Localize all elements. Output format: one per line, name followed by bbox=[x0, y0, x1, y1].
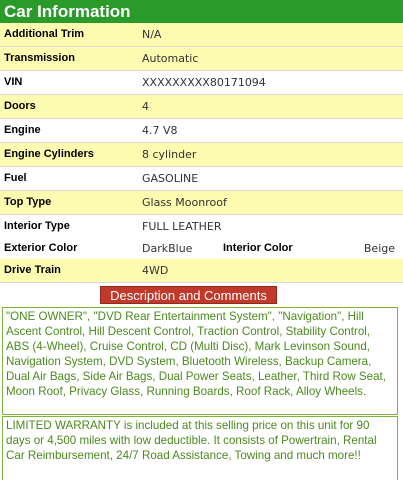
detail-row-colors bbox=[0, 237, 403, 261]
detail-value: 8 cylinder bbox=[142, 148, 197, 161]
detail-value-interior-color: Beige bbox=[363, 242, 395, 255]
detail-label-interior-color: Interior Color bbox=[223, 242, 293, 254]
detail-value: 4.7 V8 bbox=[142, 124, 178, 137]
detail-label: Engine bbox=[4, 124, 41, 136]
detail-value: N/A bbox=[142, 28, 162, 41]
features-text: "ONE OWNER", "DVD Rear Entertainment System", "Navigation", Hill Ascent Control, Hill Descent Control, Traction Control, Stability Control, ABS (4-Wheel), Cruise Control, CD (Multi Disc), Mark Levinson Sound, Navigation System, DVD System, Bluetooth Wireless, Backup Camera, Dual Air Bags, Side Air Bags, Dual Power Seats, Leather, Third Row Seat, Moon Roof, Privacy Glass, Running Boards, Roof Rack, Alloy Wheels. bbox=[2, 307, 398, 415]
detail-value: FULL LEATHER bbox=[142, 220, 222, 233]
car-information-header: Car Information bbox=[0, 0, 403, 23]
detail-label: Drive Train bbox=[4, 264, 61, 276]
detail-value: 4 bbox=[142, 100, 149, 113]
detail-row-interior-type bbox=[0, 215, 403, 239]
detail-value: Glass Moonroof bbox=[142, 196, 227, 209]
detail-label: Top Type bbox=[4, 196, 52, 208]
detail-value: GASOLINE bbox=[142, 172, 199, 185]
detail-row-additional-trim bbox=[0, 23, 403, 47]
detail-row-vin bbox=[0, 71, 403, 95]
detail-label: Transmission bbox=[4, 52, 75, 64]
detail-label: Interior Type bbox=[4, 220, 70, 232]
warranty-text: LIMITED WARRANTY is included at this selling price on this unit for 90 days or 4,500 miles with low deductible. It consists of Powertrain, Rental Car Reimbursement, 24/7 Road Assistance, Towing and much more!! bbox=[2, 416, 398, 480]
detail-label: Doors bbox=[4, 100, 36, 112]
detail-label: VIN bbox=[4, 76, 23, 88]
detail-row-engine bbox=[0, 119, 403, 143]
detail-value: Automatic bbox=[142, 52, 199, 65]
detail-value: XXXXXXXXX80171094 bbox=[142, 76, 266, 89]
detail-label: Additional Trim bbox=[4, 28, 85, 40]
detail-row-drive-train bbox=[0, 259, 403, 283]
detail-row-fuel bbox=[0, 167, 403, 191]
description-title: Description and Comments bbox=[100, 286, 277, 304]
detail-value: 4WD bbox=[142, 264, 169, 277]
detail-label: Engine Cylinders bbox=[4, 148, 94, 160]
detail-label: Fuel bbox=[4, 172, 27, 184]
detail-row-doors bbox=[0, 95, 403, 119]
detail-value: DarkBlue bbox=[142, 242, 193, 255]
detail-row-engine-cylinders bbox=[0, 143, 403, 167]
detail-row-top-type bbox=[0, 191, 403, 215]
detail-label: Exterior Color bbox=[4, 242, 78, 254]
detail-row-transmission bbox=[0, 47, 403, 71]
